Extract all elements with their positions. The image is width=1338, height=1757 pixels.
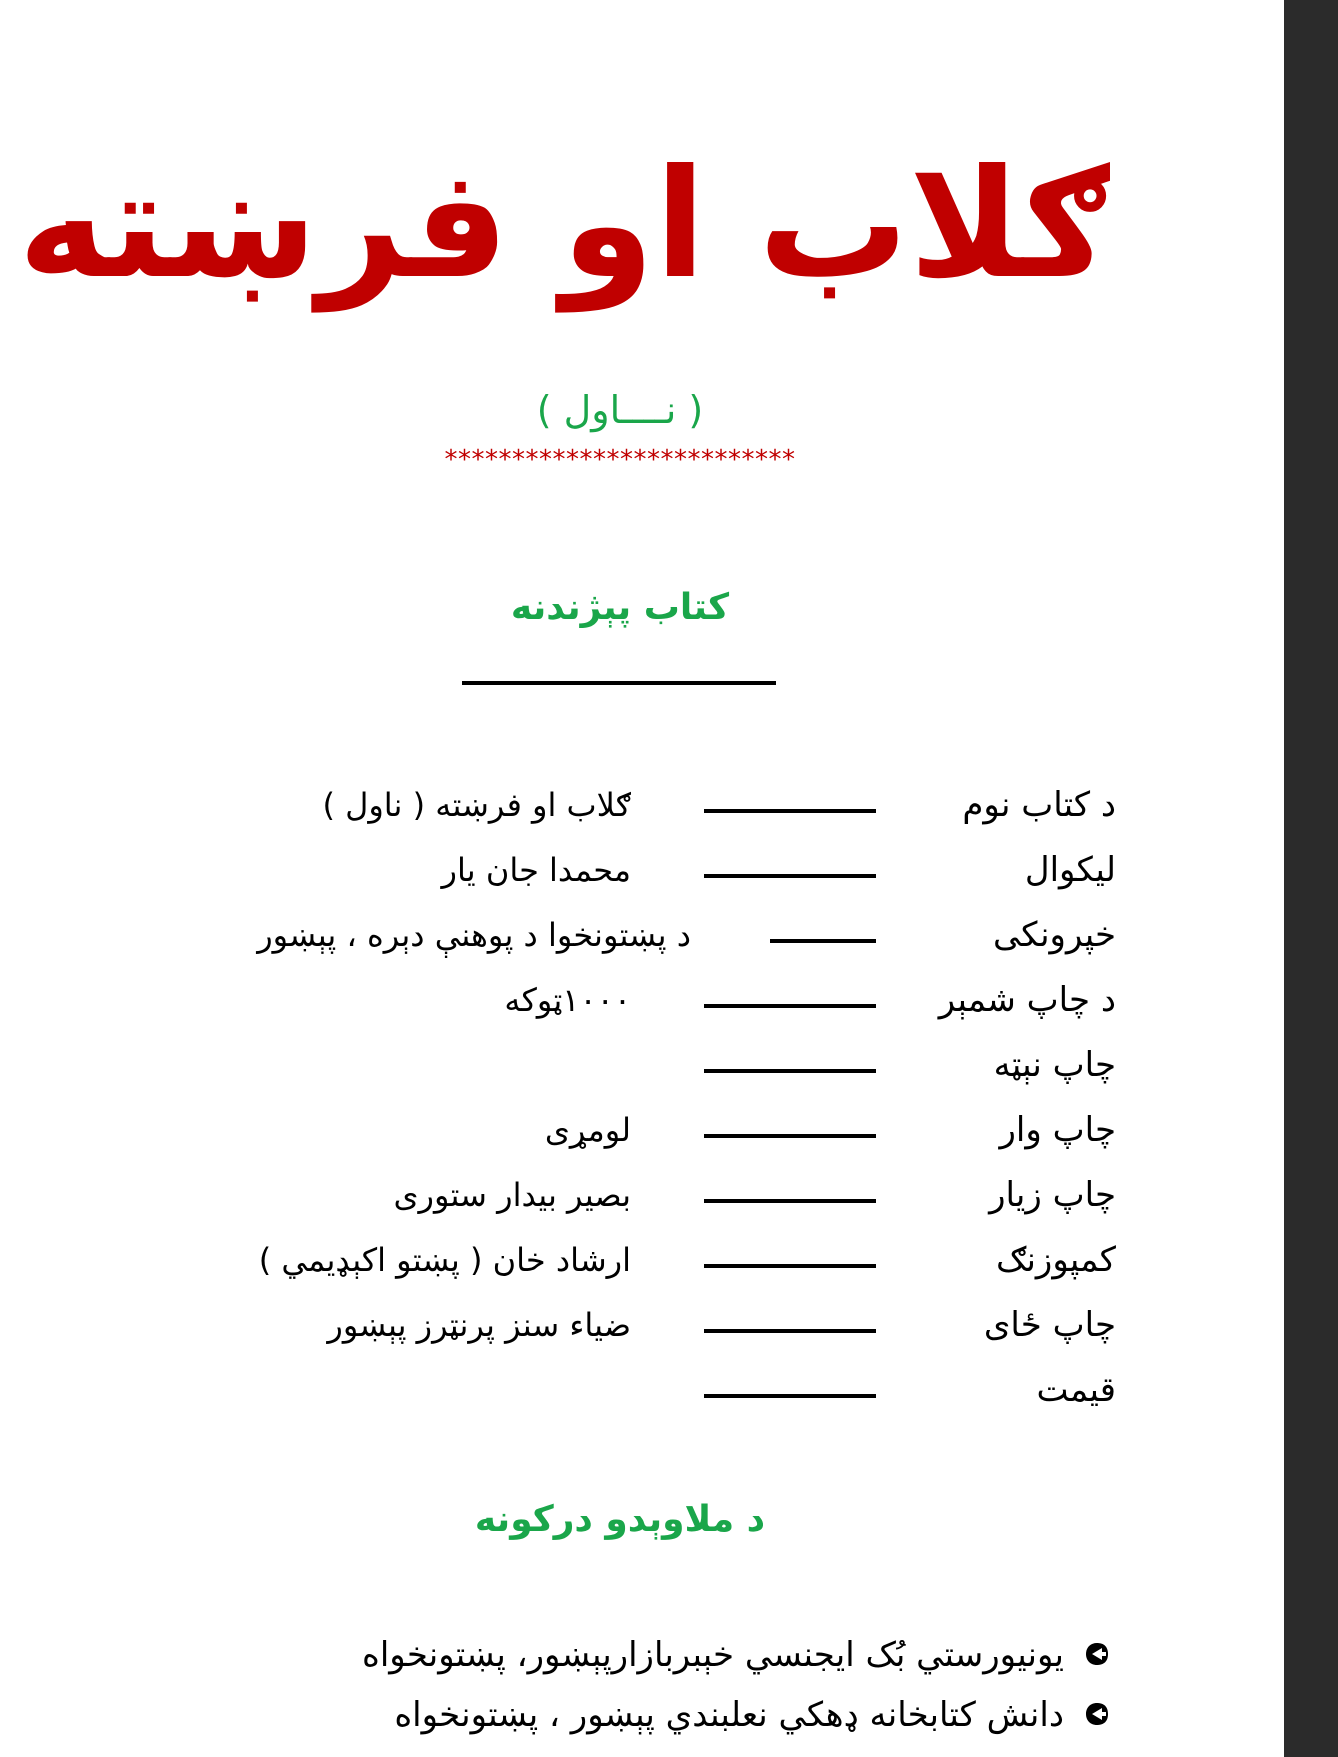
info-value: بصير بيدار ستوری xyxy=(393,1176,631,1214)
info-row-publisher xyxy=(0,905,1284,965)
info-label: د کتاب نوم xyxy=(962,785,1116,825)
info-dash xyxy=(704,809,876,813)
info-dash xyxy=(704,1329,876,1333)
distribution-item xyxy=(0,1625,1284,1685)
info-dash xyxy=(704,874,876,878)
info-label: کمپوزنګ xyxy=(996,1240,1116,1280)
info-row-price xyxy=(0,1360,1284,1420)
book-details-heading: کتاب پېژندنه xyxy=(510,587,730,628)
info-dash xyxy=(770,939,876,943)
info-dash xyxy=(704,1264,876,1268)
star-separator: ************************** xyxy=(444,445,796,475)
distribution-text: دانش کتابخانه ډهکي نعلبندي پېښور ، پښتونخواه xyxy=(394,1695,1064,1735)
info-label: ليکوال xyxy=(1024,850,1116,890)
info-value: د پښتونخوا د پوهنې دېره ، پېښور xyxy=(257,916,691,954)
info-row-print-place xyxy=(0,1295,1284,1355)
distribution-text: يونيورستي بُک ايجنسي خېبربازارپېښور، پښتونخواه xyxy=(362,1635,1064,1675)
info-dash xyxy=(704,1134,876,1138)
info-label: چاپ ځای xyxy=(983,1305,1116,1345)
distribution-heading: د ملاوېدو درکونه xyxy=(474,1499,766,1540)
info-dash xyxy=(704,1394,876,1398)
heading-underline xyxy=(462,681,776,685)
book-title: ګلاب او فرښته xyxy=(17,138,1110,312)
info-row-composing xyxy=(0,1230,1284,1290)
info-value: محمدا جان يار xyxy=(441,851,631,889)
info-dash xyxy=(704,1199,876,1203)
info-label: چاپ نېټه xyxy=(993,1045,1116,1085)
info-label: د چاپ شمېر xyxy=(938,980,1116,1020)
distribution-item xyxy=(0,1685,1284,1745)
info-value: ۱۰۰۰ټوکه xyxy=(504,981,631,1019)
arrow-bullet-icon xyxy=(1084,1701,1110,1727)
info-value: لومړی xyxy=(544,1111,631,1149)
info-dash xyxy=(704,1069,876,1073)
arrow-bullet-icon xyxy=(1084,1641,1110,1667)
info-label: خپرونکی xyxy=(992,915,1116,955)
book-genre: ( نــــاول ) xyxy=(536,388,704,432)
info-row-edition xyxy=(0,1100,1284,1160)
info-row-book-name xyxy=(0,775,1284,835)
info-row-print-date xyxy=(0,1035,1284,1095)
info-row-print-count xyxy=(0,970,1284,1030)
info-value: ضياء سنز پرنټرز پېښور xyxy=(327,1306,631,1344)
info-label: چاپ زيار xyxy=(989,1175,1116,1215)
info-row-author xyxy=(0,840,1284,900)
info-value: ګلاب او فرښته ( ناول ) xyxy=(322,786,631,824)
info-label: قيمت xyxy=(1036,1370,1116,1410)
info-label: چاپ وار xyxy=(999,1110,1116,1150)
info-value: ارشاد خان ( پښتو اکېډيمي ) xyxy=(258,1241,631,1279)
scrollbar[interactable] xyxy=(1284,0,1338,1757)
info-row-print-effort xyxy=(0,1165,1284,1225)
info-dash xyxy=(704,1004,876,1008)
